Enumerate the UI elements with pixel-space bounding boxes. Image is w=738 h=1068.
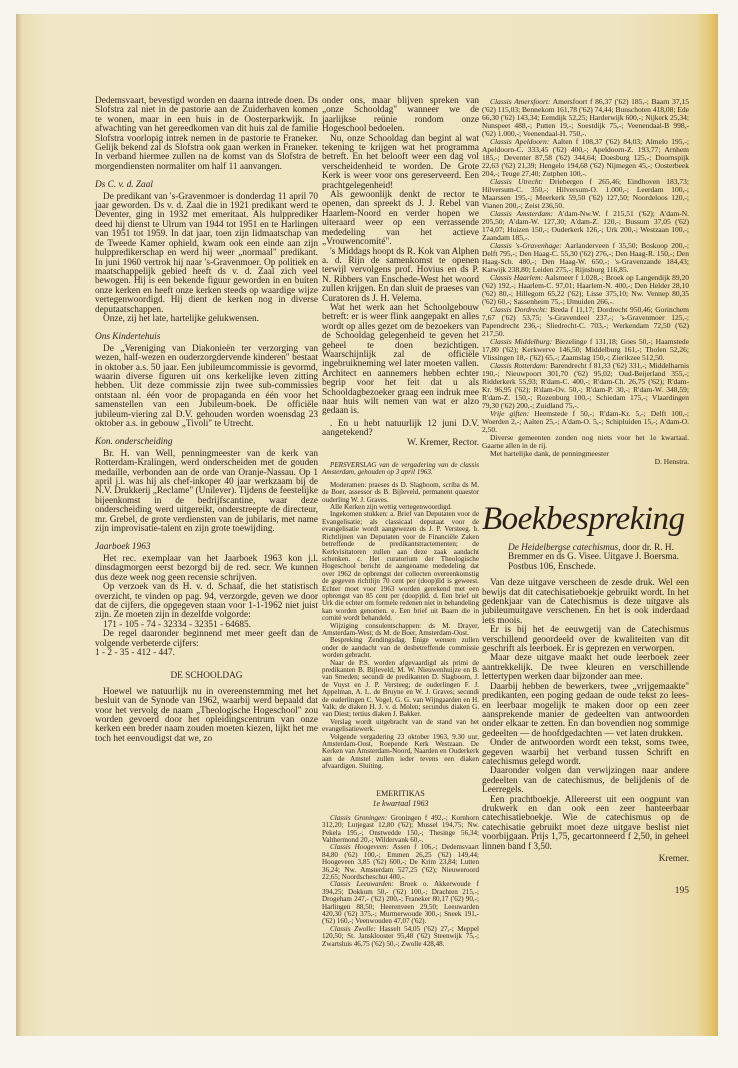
paragraph: Daaronder volgen dan verwijzingen naar andere gedeelten van de catechismus, de belijdenis of de Leerregels. [482,766,689,796]
classis-entry: Classis Amersfoort: Amersfoort f 86,37 ('62) 185,-; Baarn 37,15 ('62) 115,03; Bennekom 161,78 ('62) 74,44; Bunschoten 418,08; Ede 66,30 ('62) 143,34; Eemdijk 52,25; Harderwijk 600,-; Nijkerk 25,34; Nunspeet 488,-; Putten 19,-; Soestdijk 75,-; Veenendaal-B 998,- ('62) 1.000,-; Veenendaal-H. 750,-. [482,97,689,138]
paragraph: Maar deze uitgave maakt het oude leerboek zeer aantrekkelijk. De twee kleuren en verschillende lettertypen werken daar bijzonder aan mee. [482,653,689,683]
paragraph: Daarbij hebben de bewerkers, twee „vrijgemaakte" predikanten, een poging gedaan de oude tekst zo lees- en leerbaar mogelijk te maken door op een zeer aansprekende manier de gedeelten van antwoorden onder elkaar te zetten. En dan bovendien nog sommige gedeelten — de hoofdgedachten — vet laten drukken. [482,681,689,739]
column-2 [322,97,479,948]
author-signature: W. Kremer, Rector. [407,437,479,448]
section-title-boekbespreking: Boekbespreking [482,501,685,537]
report-item: Volgende vergadering 23 oktober 1963, 9.30 uur, Amsterdam-Oost, Roepende Kerk Westzaan. De Kerken van Amsterdam-Noord, Naarden en Ouderkerk aan de Amstel zullen ieder tevens een diaken afvaardigen. Sluiting. [322,732,479,771]
emeritikas-subtitle: 1e kwartaal 1963 [372,798,429,808]
classis-entry: Classis 's-Gravenhage: Aarlanderveen f 35,50; Boskoop 200,-; Delft 795,-; Den Haag-C. 55,30 ('62) 276,-; Den Haag-R. 150,-; Den Haag-Sch. 480,-; Den Haag-W. 650,-; 's-Gravenzande 184,43; Katwijk 238,80; Leiden 275,-; Rijnsburg 116,85. [482,241,689,274]
classis-entry: Classis Middelburg: Biezelinge f 131,18; Goes 50,-; Haamstede 17,80 ('62); Kerkwerve 146,50; Middelburg 161,-; Tholen 52,26; Vlissingen 18,- ('62) 65,-; Zaamslag 150,-; Zierikzee 512,50. [482,337,689,362]
section-heading-jaarboek: Jaarboek 1963 [95,542,151,553]
classis-entry: Classis Hoogeveen: Assen f 106,-; Dedemsvaart 84,80 ('62) 100,-; Emmen 26,25 ('62) 149,44; Hoogeveen 3,85 ('62) 600,-; De Krim 23,84; Lutten 36,24; Nw. Amsterdam 527,25 ('62); Nieuweroord 22,65; Noordscheschut 400,-. [322,843,479,881]
column-1 [95,97,318,744]
paragraph: Br. H. van Well, penningmeester van de kerk van Rotterdam-Kralingen, werd onderscheiden met de gouden medaille, verbonden aan de orde van Oranje-Nassau. Op 1 april j.l. was hij als chef-inkoper 40 jaar werkzaam bij de N.V. Drukkerij „Reclame" (Unilever). Tijdens de feestelijke bijeenkomst in de bedrijfscantine, waar deze onderscheiding werd uitgereikt, onderstreepte de directeur, mr. Grebel, de grote verdiensten van de jubilaris, met name zijn improvisatie-talent en zijn grote toewijding. [95,448,318,535]
number-list: 1 - 2 - 35 - 412 - 447. [95,647,175,658]
paragraph: Hoewel we natuurlijk nu in overeenstemming met het besluit van de Synode van 1962, waarbij werd bepaald dat voor het vervolg de naam „Theologische Hogeschool" zou worden gevoerd door het opleidingscentrum van onze kerken een breder naam zouden moeten kiezen, lijkt het me toch het eenvoudigst dat we, zo [95,686,318,744]
section-heading-kindertehuis: Ons Kindertehuis [95,332,161,343]
classis-entry: Classis Amsterdam: A'dam-Nw.W. f 215,51 ('62); A'dam-N. 205,50; A'dam-W. 127,30; A'dam-Z. 120,-; Bussum 37,05 ('62) 174,07; Huizen 150,-; Ouderkerk 126,-; Urk 200,-; Westzaan 100,-; Zaandam 185,-. [482,209,689,242]
book-title: De Heidelbergse catechismus [508,543,619,553]
book-details: , door dr. R. H. Bremmer en ds G. Visee. Uitgave J. Boersma. Postbus 106, Enschede. [508,543,679,572]
classis-entry: Classis Apeldoorn: Aalten f 108,37 ('62) 84,03; Almelo 195,-; Apeldoorn-C. 333,45 ('62) 400,-; Apeldoorn-Z. 193,77; Arnhem 185,-; Deventer 87,58 ('62) 344,64; Doesburg 125,-; Doornspijk 22,63 ('62) 21,39; Hengelo 194,68 ('62) Nijmegen 45,-; Oosterbeek 204,-; Teuge 27,40; Zutphen 100,-. [482,137,689,178]
paragraph: Onze, zij het late, hartelijke gelukwensen. [103,313,259,324]
number-list: 171 - 105 - 74 - 32334 - 32351 - 64685. [103,619,251,630]
report-item: Moderamen: praeses ds D. Slagboom, scriba ds M. de Boer, assessor ds B. Bijleveld, permanent quaestor ouderling W. J. Graves. [322,480,479,504]
paragraph: Op verzoek van ds H. v. d. Schaaf, die het statistisch overzicht, te vinden op pag. 94, verzorgde, geven we door dat de cijfers, die opgegeven staan voor 1-1-1962 niet juist zijn. Ze moeten zijn in dezelfde volgorde: [95,582,318,621]
classis-entry: Classis Zwolle: Hasselt 54,05 ('62) 27,-; Meppel 120,50; St. Jansklooster 95,48 ('62) Steenwijk 75,-; Zwartsluis 46,75 ('62) 50,-; Zwolle 428,48. [322,924,480,948]
thanks: Met hartelijke dank, de penningmeester [490,449,609,458]
paragraph: Een prachtboekje. Allereerst uit een oogpunt van drukwerk en dan ook een zeer hanteerbaar catechisatieboekje. Wie de catechismus op de catechisatie gebruikt moet deze uitgave beslist niet voorbijgaan. Prijs 1,75, gecartonneerd f 2,50, in geheel linnen band f 3,50. [482,794,689,852]
classis-entry: Classis Groningen: Groningen f 492,-; Kornhorn 312,20; Lutjegast 12,80 ('62); Mussel 194,75; Nw. Pekela 195,-; Onstwedde 150,-; Thesinge 56,34; Valthermond 20,-; Wildervank 60,-. [322,813,479,844]
paragraph: Nu, onze Schooldag dan begint al wat tekening te krijgen wat het programma betreft. En het belooft weer een dag vol verscheidenheid te worden. De Grote Kerk is weer voor ons gereserveerd. Een prachtgelegenheid! [322,133,479,191]
classis-entry: Classis Haarlem: Aalsmeer f 1.028,-; Broek op Langendijk 89,20 ('62) 192,-; Haarlem-C. 97,01; Haarlem-N. 400,-; Den Helder 28,10 ('62) 80,-; Hillegom 65,22 ('62); Lisse 375,10; Nw. Vennep 80,35 ('62) 60,-; Sassenheim 75,-; IJmuiden 266,-. [482,273,689,306]
classis-entry: Vrije giften: Heemstede f 50,-; R'dam-Kr. 5,-; Delft 100,-; Woerden 2,-; Aalten 25,-; A'dam-O. 5,-; Schipluiden 15,-; A'dam-O. 2,50. [482,409,689,434]
paragraph: Er is bij het 4e eeuwgetij van de Catechismus verschillend geoordeeld over de kwaliteiten van dit geschrift als leerboek. Er is geprezen en verworpen. [482,625,689,655]
classis-entry: Classis Leeuwarden: Broek o. Akkerwoude f 394,25; Dokkum 50,- ('62) 100,-; Drachten 215,-; Drogeham 247,- ('62) 200,-; Franeker 80,17 ('62) 90,-; Harlingen 88,50; Heerenveen 29,50; Leeuwarden 420,30 ('62) 375,-; Murmerwoude 300,-; Sneek 191,- ('62) 160,-; Veenwouden 47,07 ('62). [322,880,479,926]
paragraph: onder ons, maar blijven spreken van „onze Schooldag" wanneer we de jaarlijkse reünie rondom onze Hogeschool bedoelen. [322,96,479,135]
paragraph: Wat het werk aan het Schoolgebouw betreft: er is weer flink aangepakt en alles wordt op alles gezet om de bezoekers van de Schooldag gelegenheid te geven het geheel te doen bezichtigen. Waarschijnlijk zal de officiële ingebruikneming wel later moeten vallen. Architect en aannemers hebben echter begrip voor het feit dat u als Schooldagbezoeker graag een indruk mee naar huis wilt nemen van wat er alzo gedaan is. [322,302,479,417]
paragraph: 's Middags hoopt ds R. Kok van Alphen a. d. Rijn de samenkomst te openen terwijl vervolgens prof. Hovius en ds P. N. Ribbers van Enschede-West het woord zullen krijgen. En dan sluit de praeses van Curatoren ds J. H. Velema. [322,246,479,304]
section-heading-onderscheiding: Kon. onderscheiding [95,437,173,448]
report-item: Alle Kerken zijn wettig vertegenwoordigd. [330,503,452,512]
note: Diverse gemeenten zonden nog niets voor het 1e kwartaal. Gaarne allen in de rij. [482,433,689,450]
paragraph: Als gewoonlijk denkt de rector te openen, dan spreekt ds J. J. Rebel van Haarlem-Noord en verder hopen we uiteraard weer op een verrassende mededeling van het actieve „Vrouwencomité". [322,190,479,248]
section-heading-zaal: Ds C. v. d. Zaal [95,180,153,191]
persverslag-title: PERSVERSLAG van de vergadering van de classis Amsterdam, gehouden op 3 april 1963. [322,461,479,477]
classis-entry: Classis Utrecht: Driebergen f 265,46; Eindhoven 183,73; Hilversum-C. 350,-; Hilversum-O. 1.000,-; Leerdam 100,-; Maarssen 195,-; Meerkerk 59,50 ('62) 127,50; Noordeloos 120,-; Vianen 200,-; Zeist 236,50. [482,177,689,210]
paragraph: De predikant van 's-Gravenmoer is donderdag 11 april 70 jaar geworden. Ds v. d. Zaal die in 1921 predikant werd te Deventer, ging in 1932 met emeritaat. Als hulpprediker deed hij dienst te Ulrum van 1944 tot 1951 en te Harlingen van 1951 tot 1959. In dat jaar, toen zijn lidmaatschap van de Tweede Kamer ophield, kwam ook een einde aan zijn hulppredikerschap en werd hij weer „normaal" predikant. In juni 1960 vertrok hij naar 's-Gravenmoer. Op politiek en maatschappelijk gebied heeft ds v. d. Zaal zich veel bewogen. Hij is een bekende figuur geworden in en buiten onze kerken en heeft onze kerken steeds op waardige wijze vertegenwoordigd. Hij dient de kerken nog in diverse deputaatschappen. [95,191,318,315]
report-item: Bespreking Zendingsdag. Enige wensen zullen onder de aandacht van de desbetreffende commissie worden gebracht. [322,636,479,660]
paragraph: Onder de antwoorden wordt een tekst, soms twee, gegeven waarbij het verband tussen Schrift en catechismus gelegd wordt. [482,738,689,767]
paragraph: De regel daaronder beginnend met meer geeft dan de volgende verbeterde cijfers: [95,629,318,649]
paragraph: Van deze uitgave verscheen de zesde druk. Wel een bewijs dat dit catechisatieboekje gebruikt wordt. In het gedenkjaar van de Catechismus is deze uitgave als jubileumuitgave verschenen. En het is ook inderdaad iets moois. [482,578,689,626]
page-number: 195 [674,886,689,897]
report-item: Wijziging consulentschappen: ds M. Drayer, Amsterdam-West; ds M. de Boer, Amsterdam-Oost. [322,621,479,637]
classis-entry: Classis Rotterdam: Barendrecht f 81,33 ('62) 331,-; Middelharnis 190,-; Nieuwpoort 301,70 ('62) 95,02; Oud-Beijerland 355,-; Ridderkerk 55,93; R'dam-C. 400,-; R'dam-Ch. 26,75 ('62); R'dam-Kr. 96,95 ('62); R'dam-Ov. 50,-; R'dam-P. 30,-; R'dam-W. 348,59; R'dam-Z. 150,-; Rozenburg 100,-; Schiedam 175,-; Vlaardingen 79,30 ('62) 200,-; Zuidland 75,-. [482,361,689,410]
book-info [482,544,689,572]
emeritikas-continued [482,98,689,466]
column-3 [482,98,689,896]
report-item: Verslag wordt uitgebracht van de stand van het evangelisatiewerk. [322,717,479,734]
treasurer-signature: D. Henstra. [654,457,689,466]
emeritikas-title: EMERITIKAS [376,788,425,798]
schooldag-continued [322,97,479,448]
paragraph: De „Vereniging van Diakonieën ter verzorging van wezen, half-wezen en ouderzorgdervende kinderen" bestaat in oktober a.s. 50 jaar. Een jubileumcommissie is gevormd, waarin diverse figuren uit ons kerkelijke leven zitting hebben. Uit deze commissie zijn twee sub-commissies ontstaan nl. één voor de propaganda en één voor het samenstellen van een Jubileum-boek. De officiële jubileum-viering zal D.V. gehouden worden woensdag 23 oktober a.s. in gebouw „Tivoli" te Utrecht. [95,343,318,429]
report-item: Ingekomen stukken: a. Brief van Deputaten voor de Evangelisatie; als classicaal deputaat voor de evangelisatie wordt aangewezen ds J. P. Versteeg. b. Richtlijnen van Deputaten voor de Financiële Zaken betreffende de predikantstractementen; de Kerkvisitatoren zullen aan deze zaak aandacht schenken. c. Het curatorium der Theologische Hogeschool bericht de aangename mededeling dat over 1962 de opbrengst der collecten overeenkomstig de gegeven richtlijn 70 cent per (doop)lid is geweest. Echter moet voor 1963 worden gerekend met een opbrengst van 85 cent per (doop)lid. d. Een brief uit Urk die echter om formele redenen niet in behandeling kan worden genomen. e. Een brief uit Baarn die in comité wordt behandeld. [322,510,479,623]
book-review [482,579,689,864]
classis-entry: Classis Dordrecht: Breda f 11,17; Dordrecht 950,46; Gorinchem 7,67 ('62) 53,75; 's-Gravendeel 237,-; 's-Gravenmoer 125,-; Papendrecht 236,-; Sliedrecht-C. 703,-; Werkendam 72,50 ('62) 217,50. [482,305,689,338]
paragraph: Het rec. exemplaar van het Jaarboek 1963 kon j.l. dinsdagmorgen eerst bezorgd bij de red. secr. We kunnen dus deze week nog geen recensie schrijven. [95,553,318,583]
paragraph: . En u hebt natuurlijk 12 juni D.V. aangetekend? [322,418,479,439]
report-item: Naar de P.S. worden afgevaardigd als primi de predikanten B. Bijleveld, M. W. Nieuwenhuijze en B. van Smeden; secundi de predikanten D. Slagboom, J. de Vuyst en J. P. Versteeg; de ouderlingen F. J. Appelman, A. L. de Bruyne en W. J. Graves; secundi de ouderlingen C. Vogel, G. G. van Wijngaarden en H. Valk; de diaken H. J. v. d. Molen; secundus diaken G. van Diest; tertius diaken J. Bakker. [322,658,479,719]
paragraph: Dedemsvaart, bevestigd worden en daarna intrede doen. Ds Slofstra zal niet in de pastorie aan de Zuiderhaven komen te wonen, maar in een huis in de Oosterparkwijk. In afwachting van het gereedkomen van dit huis zal de familie Slofstra voorlopig intrek nemen in de pastorie te Franeker. Gelijk bekend zal ds Slofstra ook gaan werken in Franeker. In verband hiermee zullen na de komst van ds Slofstra de morgendiensten normaliter om half 11 aanvangen. [95,96,318,172]
section-heading-schooldag: DE SCHOOLDAG [170,671,243,682]
reviewer-signature: Kremer. [658,854,689,864]
persverslag [322,462,479,948]
